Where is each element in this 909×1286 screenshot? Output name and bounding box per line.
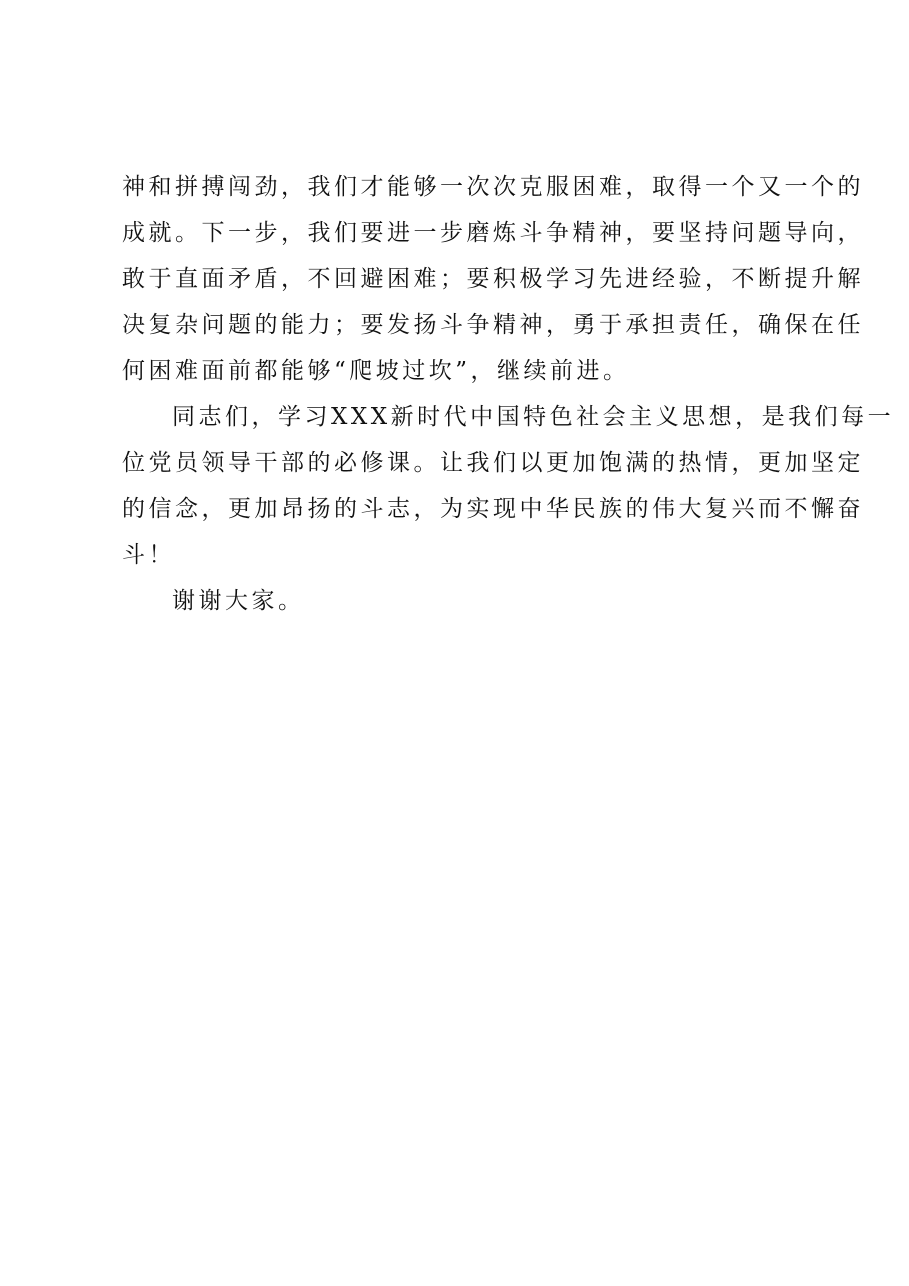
text-line: 敢于直面矛盾，不回避困难；要积极学习先进经验，不断提升解 bbox=[122, 266, 864, 292]
text-line: 谢谢大家。 bbox=[172, 588, 305, 614]
text-line: 成就。下一步，我们要进一步磨炼斗争精神，要坚持问题导向， bbox=[122, 220, 864, 246]
text-line: 位党员领导干部的必修课。让我们以更加饱满的热情，更加坚定 bbox=[122, 450, 864, 476]
document-body bbox=[122, 164, 895, 624]
text-line: 斗！ bbox=[122, 542, 175, 568]
text-line: 同志们，学习XXX新时代中国特色社会主义思想，是我们每一 bbox=[172, 404, 895, 430]
paragraph-continuation bbox=[122, 164, 864, 394]
text-line: 决复杂问题的能力；要发扬斗争精神，勇于承担责任，确保在任 bbox=[122, 312, 864, 338]
text-line: 的信念，更加昂扬的斗志，为实现中华民族的伟大复兴而不懈奋 bbox=[122, 496, 864, 522]
text-line: 神和拼搏闯劲，我们才能够一次次克服困难，取得一个又一个的 bbox=[122, 174, 864, 200]
paragraph-comrades bbox=[122, 394, 895, 578]
paragraph-thanks bbox=[122, 578, 822, 624]
text-line: 何困难面前都能够“爬坡过坎”，继续前进。 bbox=[122, 358, 630, 384]
